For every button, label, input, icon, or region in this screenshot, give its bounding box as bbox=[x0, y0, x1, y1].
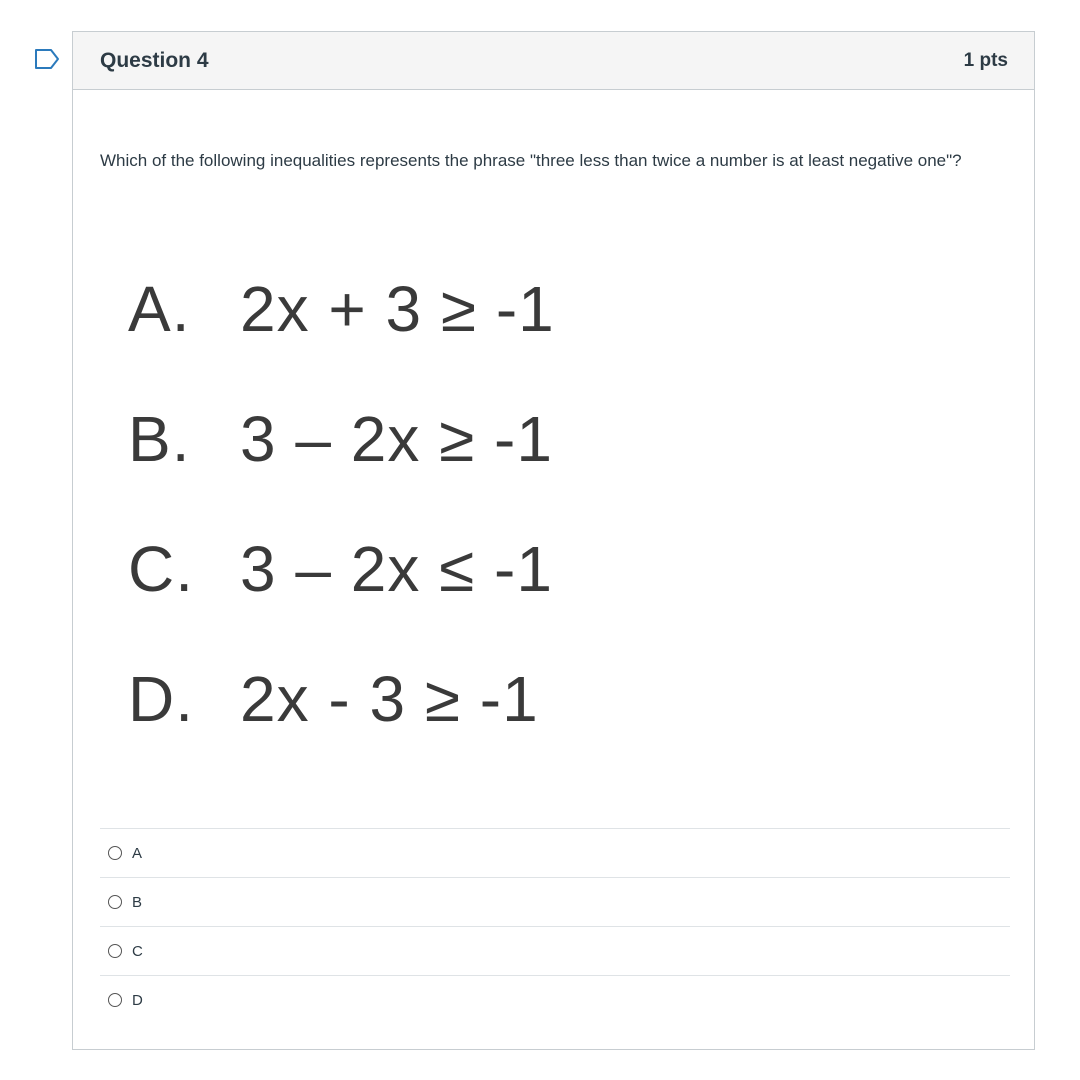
answer-choice-d[interactable] bbox=[100, 976, 1010, 1024]
figure-option-c bbox=[128, 534, 728, 664]
question-card bbox=[72, 31, 1035, 1050]
figure-option-expression: 2x + 3 ≥ -1 bbox=[240, 273, 555, 345]
question-header bbox=[73, 32, 1034, 90]
figure-option-d bbox=[128, 664, 728, 794]
figure-option-expression: 3 – 2x ≤ -1 bbox=[240, 533, 553, 605]
radio-button-icon[interactable] bbox=[108, 846, 122, 860]
answer-label[interactable]: D bbox=[132, 991, 143, 1009]
figure-option-expression: 3 – 2x ≥ -1 bbox=[240, 403, 553, 475]
radio-button-icon[interactable] bbox=[108, 993, 122, 1007]
answer-choice-c[interactable] bbox=[100, 927, 1010, 976]
radio-button-icon[interactable] bbox=[108, 944, 122, 958]
figure-option-b bbox=[128, 404, 728, 534]
figure-option-letter: B. bbox=[128, 403, 191, 475]
answer-label[interactable]: B bbox=[132, 893, 143, 911]
flag-question-icon[interactable] bbox=[34, 46, 60, 72]
question-points: 1 pts bbox=[963, 49, 1008, 71]
figure-option-letter: C. bbox=[128, 533, 194, 605]
figure-option-expression: 2x - 3 ≥ -1 bbox=[240, 663, 539, 735]
question-title: Question 4 bbox=[100, 48, 209, 72]
answer-label[interactable]: C bbox=[132, 942, 143, 960]
figure-option-a bbox=[128, 274, 728, 404]
figure-option-letter: A. bbox=[128, 273, 191, 345]
figure-option-letter: D. bbox=[128, 663, 194, 735]
answer-label[interactable]: A bbox=[132, 844, 143, 862]
answer-choice-a[interactable] bbox=[100, 829, 1010, 878]
question-figure bbox=[128, 274, 728, 794]
radio-button-icon[interactable] bbox=[108, 895, 122, 909]
answer-choices bbox=[100, 828, 1010, 1024]
question-text: Which of the following inequalities represents the phrase "three less than twice a number is at least negative one"? bbox=[100, 151, 962, 170]
answer-choice-b[interactable] bbox=[100, 878, 1010, 927]
